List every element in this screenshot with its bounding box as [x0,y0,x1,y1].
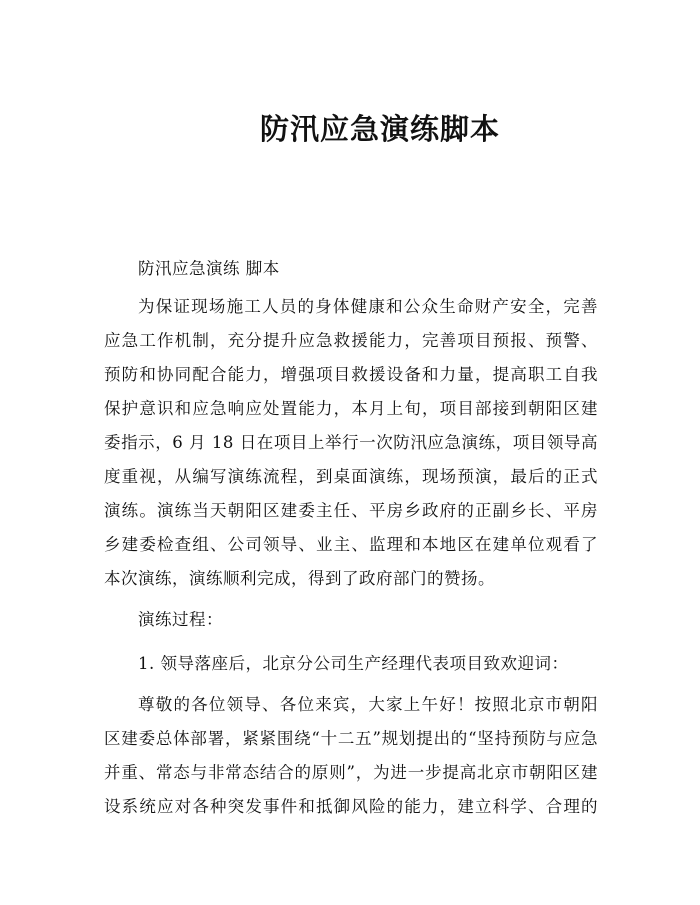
step-1 [104,647,598,681]
intro-line: 委指示，6 月 18 日在项目上举行一次防汛应急演练，项目领导高 [104,433,598,452]
speech-line: 尊敬的各位领导、各位来宾，大家上午好！按照北京市朝阳 [138,695,598,714]
intro-line: 乡建委检查组、公司领导、业主、监理和本地区在建单位观看了 [104,535,598,554]
process-heading-text: 演练过程： [138,610,223,629]
document-title: 防汛应急演练脚本 [259,112,500,146]
speech-line: 区建委总体部署，紧紧围绕“十二五”规划提出的“坚持预防与应急 [104,729,598,748]
intro-line: 演练。演练当天朝阳区建委主任、平房乡政府的正副乡长、平房 [104,501,598,520]
intro-line: 本次演练，演练顺利完成，得到了政府部门的赞扬。 [104,569,495,588]
intro-line: 应急工作机制，充分提升应急救援能力，完善项目预报、预警、 [104,331,598,350]
document-subtitle [104,252,598,286]
intro-line: 度重视，从编写演练流程，到桌面演练，现场预演，最后的正式 [104,467,598,486]
process-heading [104,603,598,637]
intro-line: 保护意识和应急响应处置能力，本月上旬，项目部接到朝阳区建 [104,399,598,418]
intro-paragraph [104,290,598,596]
intro-line: 预防和协同配合能力，增强项目救援设备和力量，提高职工自我 [104,365,598,384]
subtitle-line: 防汛应急演练 脚本 [138,259,280,278]
intro-line: 为保证现场施工人员的身体健康和公众生命财产安全，完善 [138,297,598,316]
speech-line: 设系统应对各种突发事件和抵御风险的能力，建立科学、合理的 [104,797,598,816]
step-1-text: 1. 领导落座后，北京分公司生产经理代表项目致欢迎词： [138,654,569,673]
speech-line: 并重、常态与非常态结合的原则”，为进一步提高北京市朝阳区建 [104,763,598,782]
speech-paragraph [104,688,598,824]
